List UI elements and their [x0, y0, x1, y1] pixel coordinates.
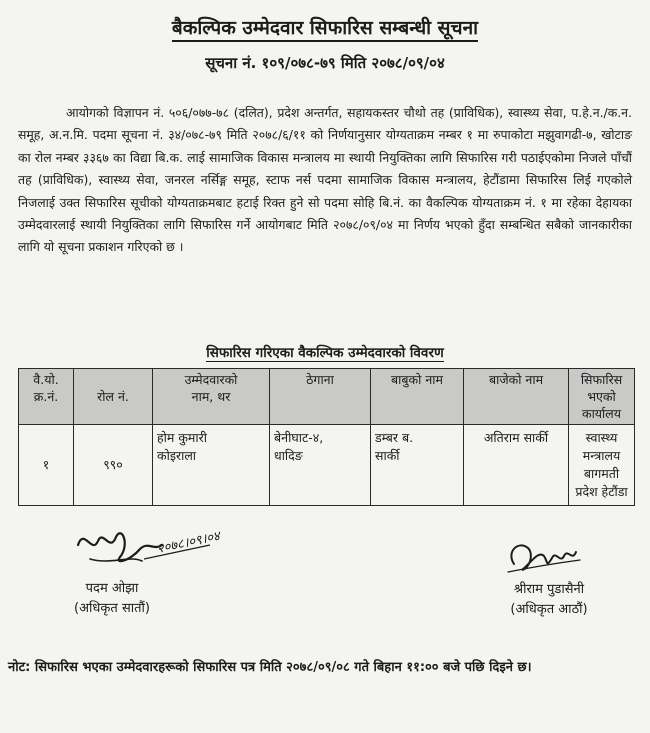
- notice-title: [0, 14, 650, 40]
- cell-address: [270, 425, 371, 506]
- table-header-row: [19, 369, 635, 425]
- table-row: [19, 425, 635, 506]
- left-signatory-name: पदम ओझा: [85, 581, 139, 596]
- cell-name: [153, 425, 270, 506]
- cell-name-line2: कोइराला: [157, 448, 197, 463]
- header-serial-line2: क्र.नं.: [33, 389, 59, 404]
- right-signatory-name: श्रीराम पुडासैनी: [513, 582, 585, 597]
- header-serial: [19, 369, 74, 425]
- cell-serial-text: १: [42, 457, 50, 472]
- cell-roll: [74, 425, 153, 506]
- cell-address-line1: बेनीघाट-४,: [274, 430, 324, 445]
- cell-grandfather-text: अतिराम सार्की: [483, 430, 549, 445]
- left-signature-graphic: [70, 515, 250, 583]
- header-address-text: ठेगाना: [306, 372, 334, 387]
- header-grandfather: [464, 369, 569, 425]
- cell-office-line2: बागमती प्रदेश हेटौंडा: [575, 466, 628, 499]
- header-address: [270, 369, 371, 425]
- notice-body: आयोगको विज्ञापन नं. ५०६/०७७-७८ (दलित), प्रदेश अन्तर्गत, सहायकस्तर चौथो तह (प्राविधिक), स्वास्थ्य सेवा, प.हे.न./क.न. समूह, अ.न.मि. पदमा सूचना नं. ३४/०७८-७९ मिति २०७८/६/११ को निर्णयानुसार योग्यताक्रम नम्बर १ मा रुपाकोटा मझुवागढी-७, खोटाङ का रोल नम्बर ३३६७ का विद्या बि.क. लाई सामाजिक विकास मन्त्रालय मा स्थायी नियुक्तिका लागि सिफारिस गरी पठाईएकोमा निजले पाँचौं तह (प्राविधिक), स्वास्थ्य सेवा, जनरल नर्सिङ्ग समूह, स्टाफ नर्स पदमा सामाजिक विकास मन्त्रालय, हेटौंडामा सिफारिस लिई गएकोले निजलाई उक्त सिफारिस सूचीको योग्यताक्रमबाट हटाई रिक्त हुने सो पदमा सोहि बि.नं. का वैकल्पिक योग्यताक्रम नं. १ मा रहेका देहायका उम्मेदवारलाई स्थायी नियुक्तिका लागि सिफारिस गर्ने आयोगबाट मिति २०७८/०९/०४ मा निर्णय भएको हुँदा सम्बन्धित सबैको जानकारीका लागि यो सूचना प्रकाशन गरिएको छ ।: [18, 105, 632, 255]
- right-signatory-designation: (अधिकृत आठौं): [510, 602, 588, 617]
- cell-father-line1: डम्बर ब.: [375, 430, 414, 445]
- recommendation-table: [18, 368, 635, 506]
- left-signatory-designation: (अधिकृत सातौं): [74, 601, 150, 616]
- cell-roll-text: ९९०: [103, 457, 123, 472]
- notice-title-text: बैकल्पिक उम्मेदवार सिफारिस सम्बन्धी सूचना: [172, 17, 478, 42]
- table-caption: [0, 343, 650, 361]
- cell-father: [371, 425, 464, 506]
- header-office-line1: सिफारिस भएको: [580, 372, 623, 404]
- cell-address-line2: धादिङ: [274, 448, 303, 463]
- header-name-line1: उम्मेदवारको: [184, 372, 238, 387]
- left-signature-date: २०७८।०९।०४: [155, 528, 222, 557]
- header-name: [153, 369, 270, 425]
- left-signatory: [52, 579, 172, 619]
- header-grandfather-text: बाजेको नाम: [488, 372, 544, 387]
- cell-grandfather: [464, 425, 569, 506]
- header-roll: [74, 369, 153, 425]
- header-office-line2: कार्यालय: [581, 406, 622, 421]
- cell-office: [569, 425, 635, 506]
- header-father-text: बाबुको नाम: [391, 372, 443, 387]
- right-signature-graphic: [500, 534, 590, 582]
- header-roll-text: रोल नं.: [97, 389, 129, 404]
- header-name-line2: नाम, थर: [191, 389, 231, 404]
- cell-name-line1: होम कुमारी: [157, 430, 207, 445]
- notice-number-date: सूचना नं. १०९/०७८-७९ मिति २०७८/०९/०४: [205, 54, 445, 72]
- footer-note: नोट: सिफारिस भएका उम्मेदवारहरूको सिफारिस पत्र मिति २०७८/०९/०८ गते बिहान ११:०० बजे पछि दिइने छ।: [8, 660, 532, 675]
- cell-office-line1: स्वास्थ्य मन्त्रालय: [582, 430, 621, 463]
- right-signatory: [484, 580, 614, 620]
- header-father: [371, 369, 464, 425]
- cell-serial: [19, 425, 74, 506]
- header-office: [569, 369, 635, 425]
- table-caption-text: सिफारिस गरिएका वैकल्पिक उम्मेदवारको विवरण: [206, 345, 444, 361]
- cell-father-line2: सार्की: [375, 448, 400, 463]
- header-serial-line1: वै.यो.: [33, 372, 59, 387]
